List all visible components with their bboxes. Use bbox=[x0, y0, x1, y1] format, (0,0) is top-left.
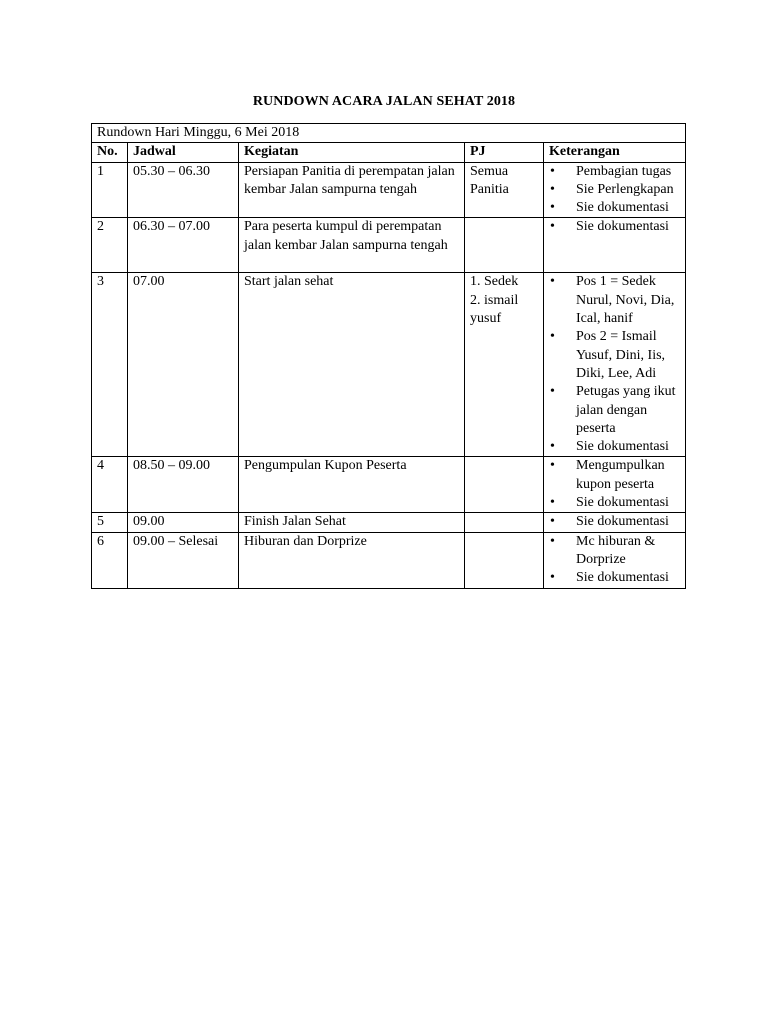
list-item: • Pos 2 = Ismail Yusuf, Dini, Iis, Diki, Lee, Adi bbox=[549, 328, 680, 383]
cell-pj bbox=[465, 218, 544, 273]
table-row bbox=[92, 273, 686, 457]
cell-jadwal: 05.30 – 06.30 bbox=[128, 162, 239, 218]
keterangan-list bbox=[549, 533, 680, 588]
header-pj: PJ bbox=[465, 143, 544, 162]
list-item: • Sie dokumentasi bbox=[549, 569, 680, 587]
cell-jadwal: 07.00 bbox=[128, 273, 239, 457]
cell-keterangan bbox=[544, 513, 686, 532]
list-item: • Mc hiburan & Dorprize bbox=[549, 533, 680, 570]
cell-kegiatan: Start jalan sehat bbox=[239, 273, 465, 457]
list-item: • Mengumpulkan kupon peserta bbox=[549, 457, 680, 494]
table-caption-row bbox=[92, 124, 686, 143]
cell-keterangan bbox=[544, 532, 686, 588]
list-item: • Sie dokumentasi bbox=[549, 438, 680, 456]
header-jadwal: Jadwal bbox=[128, 143, 239, 162]
cell-pj bbox=[465, 457, 544, 513]
keterangan-list bbox=[549, 218, 680, 236]
pj-line: 2. ismail yusuf bbox=[470, 292, 519, 327]
cell-kegiatan: Para peserta kumpul di perempatan jalan kembar Jalan sampurna tengah bbox=[239, 218, 465, 273]
cell-pj bbox=[465, 513, 544, 532]
table-row bbox=[92, 532, 686, 588]
cell-keterangan bbox=[544, 218, 686, 273]
pj-line: 1. Sedek bbox=[470, 274, 519, 290]
table-body bbox=[92, 162, 686, 588]
header-kegiatan: Kegiatan bbox=[239, 143, 465, 162]
cell-pj bbox=[465, 532, 544, 588]
cell-pj bbox=[465, 273, 544, 457]
keterangan-list bbox=[549, 163, 680, 218]
list-item: • Sie dokumentasi bbox=[549, 513, 680, 531]
cell-kegiatan: Persiapan Panitia di perempatan jalan kembar Jalan sampurna tengah bbox=[239, 162, 465, 218]
table-row bbox=[92, 513, 686, 532]
header-keterangan: Keterangan bbox=[544, 143, 686, 162]
keterangan-list bbox=[549, 273, 680, 456]
cell-no: 1 bbox=[92, 162, 128, 218]
list-item: • Sie dokumentasi bbox=[549, 494, 680, 512]
list-item: • Sie dokumentasi bbox=[549, 218, 680, 236]
list-item: • Sie dokumentasi bbox=[549, 199, 680, 217]
table-caption: Rundown Hari Minggu, 6 Mei 2018 bbox=[92, 124, 686, 143]
cell-jadwal: 06.30 – 07.00 bbox=[128, 218, 239, 273]
list-item: • Pos 1 = Sedek Nurul, Novi, Dia, Ical, hanif bbox=[549, 273, 680, 328]
table-header-row bbox=[92, 143, 686, 162]
cell-jadwal: 08.50 – 09.00 bbox=[128, 457, 239, 513]
cell-jadwal: 09.00 – Selesai bbox=[128, 532, 239, 588]
document-title: RUNDOWN ACARA JALAN SEHAT 2018 bbox=[252, 94, 516, 109]
table-row bbox=[92, 457, 686, 513]
cell-no: 4 bbox=[92, 457, 128, 513]
cell-no: 5 bbox=[92, 513, 128, 532]
header-no: No. bbox=[92, 143, 128, 162]
list-item: • Sie Perlengkapan bbox=[549, 181, 680, 199]
cell-jadwal: 09.00 bbox=[128, 513, 239, 532]
cell-kegiatan: Pengumpulan Kupon Peserta bbox=[239, 457, 465, 513]
cell-pj bbox=[465, 162, 544, 218]
cell-keterangan bbox=[544, 457, 686, 513]
rundown-table bbox=[91, 123, 686, 589]
cell-kegiatan: Hiburan dan Dorprize bbox=[239, 532, 465, 588]
cell-keterangan bbox=[544, 273, 686, 457]
cell-kegiatan: Finish Jalan Sehat bbox=[239, 513, 465, 532]
cell-no: 6 bbox=[92, 532, 128, 588]
list-item: • Pembagian tugas bbox=[549, 163, 680, 181]
table-row bbox=[92, 218, 686, 273]
cell-no: 3 bbox=[92, 273, 128, 457]
pj-line: Semua Panitia bbox=[470, 163, 509, 197]
cell-keterangan bbox=[544, 162, 686, 218]
cell-no: 2 bbox=[92, 218, 128, 273]
keterangan-list bbox=[549, 457, 680, 512]
keterangan-list bbox=[549, 513, 680, 531]
table-row bbox=[92, 162, 686, 218]
list-item: • Petugas yang ikut jalan dengan peserta bbox=[549, 383, 680, 438]
